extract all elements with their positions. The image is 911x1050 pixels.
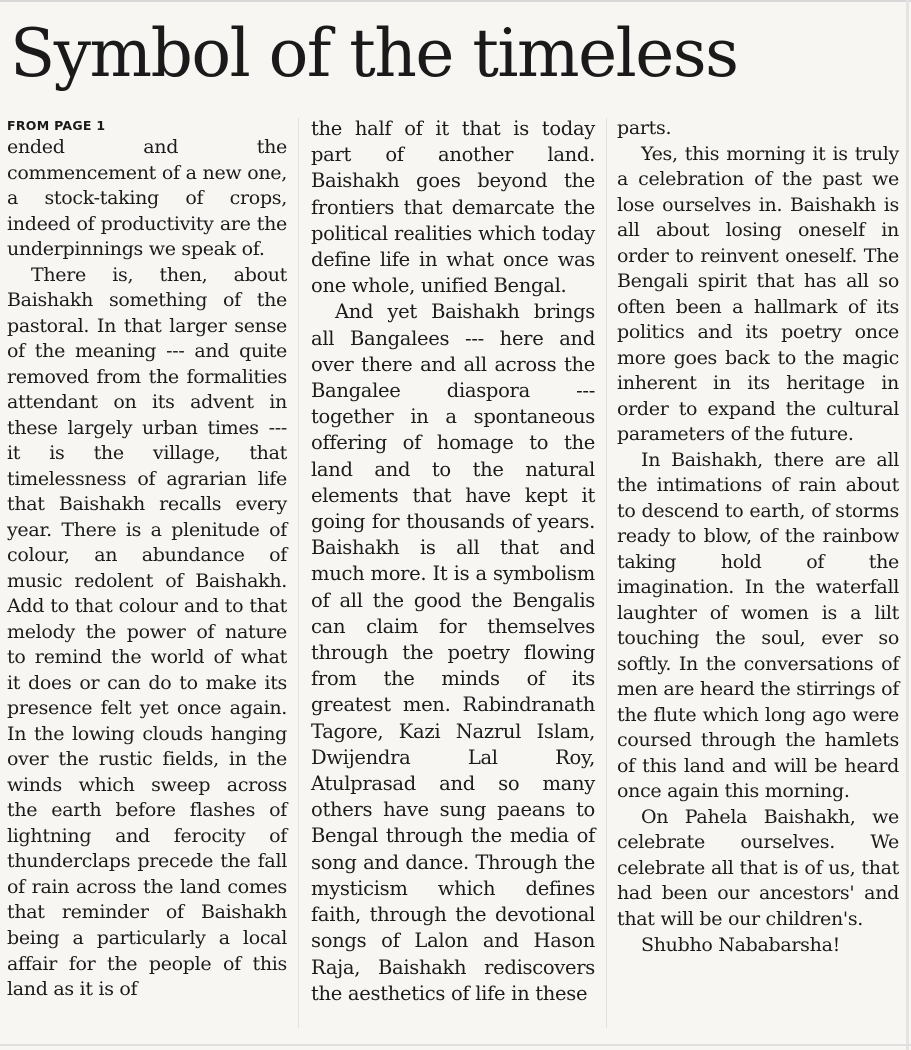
article-paragraph: the half of it that is today part of another land. Baishakh goes beyond the frontiers that demarcate the political realities which today define life in what once was one whole, unified Bengal. [311, 117, 595, 298]
bottom-border [0, 1044, 911, 1046]
article-signoff: Shubho Nababarsha! [641, 933, 840, 956]
headline: Symbol of the timeless [10, 15, 738, 92]
article-paragraph: Yes, this morning it is truly a celebration of the past we lose ourselves in. Baishakh is all about losing oneself in order to reinvent oneself. The Bengali spirit that has all so often been a hallmark of its politics and its poetry once more goes back to the magic inherent in its heritage in order to expand the cultural parameters of the future. [617, 142, 899, 446]
article-column-3 [617, 116, 899, 958]
jump-kicker: FROM PAGE 1 [7, 118, 106, 133]
article-paragraph: There is, then, about Baishakh something of the pastoral. In that larger sense of the meaning --- and quite removed from the formalities attendant on its advent in these largely urban times --- it is the village, that timelessness of agrarian life that Baishakh recalls every year. There is a plenitude of colour, an abundance of music redolent of Baishakh. Add to that colour and to that melody the power of nature to remind the world of what it does or can do to make its presence felt yet once again. In the lowing clouds hanging over the rustic fields, in the winds which sweep across the earth before flashes of lightning and ferocity of thunderclaps precede the fall of rain across the land comes that reminder of Baishakh being a particularly a local affair for the people of this land as it is of [7, 263, 287, 1001]
article-column-1 [7, 118, 287, 1003]
article-paragraph: On Pahela Baishakh, we celebrate ourselves. We celebrate all that is of us, that had been our ancestors' and that will be our children's. [617, 805, 899, 930]
article-column-2 [311, 116, 595, 1007]
article-paragraph: In Baishakh, there are all the intimations of rain about to descend to earth, of storms ready to blow, of the rainbow taking hold of the imagination. In the waterfall laughter of women is a lilt touching the soul, ever so softly. In the conversations of men are heard the stirrings of the flute which long ago were coursed through the hamlets of this land and will be heard once again this morning. [617, 448, 899, 803]
column-divider [606, 118, 607, 1028]
article-paragraph: ended and the commencement of a new one, a stock-taking of crops, indeed of productivity are the underpinnings we speak of. [7, 136, 287, 261]
column-divider [298, 118, 299, 1028]
article-paragraph: And yet Baishakh brings all Bangalees --- here and over there and all across the Bangalee diaspora --- together in a spontaneous offering of homage to the land and to the natural elements that have kept it going for thousands of years. Baishakh is all that and much more. It is a symbolism of all the good the Bengalis can claim for themselves through the poetry flowing from the minds of its greatest men. Rabindranath Tagore, Kazi Nazrul Islam, Dwijendra Lal Roy, Atulprasad and so many others have sung paeans to Bengal through the media of song and dance. Through the mysticism which defines faith, through the devotional songs of Lalon and Hason Raja, Baishakh rediscovers the aesthetics of life in these [311, 300, 595, 1005]
article-paragraph: parts. [617, 117, 672, 139]
right-border [906, 0, 909, 1050]
top-border [0, 0, 911, 2]
